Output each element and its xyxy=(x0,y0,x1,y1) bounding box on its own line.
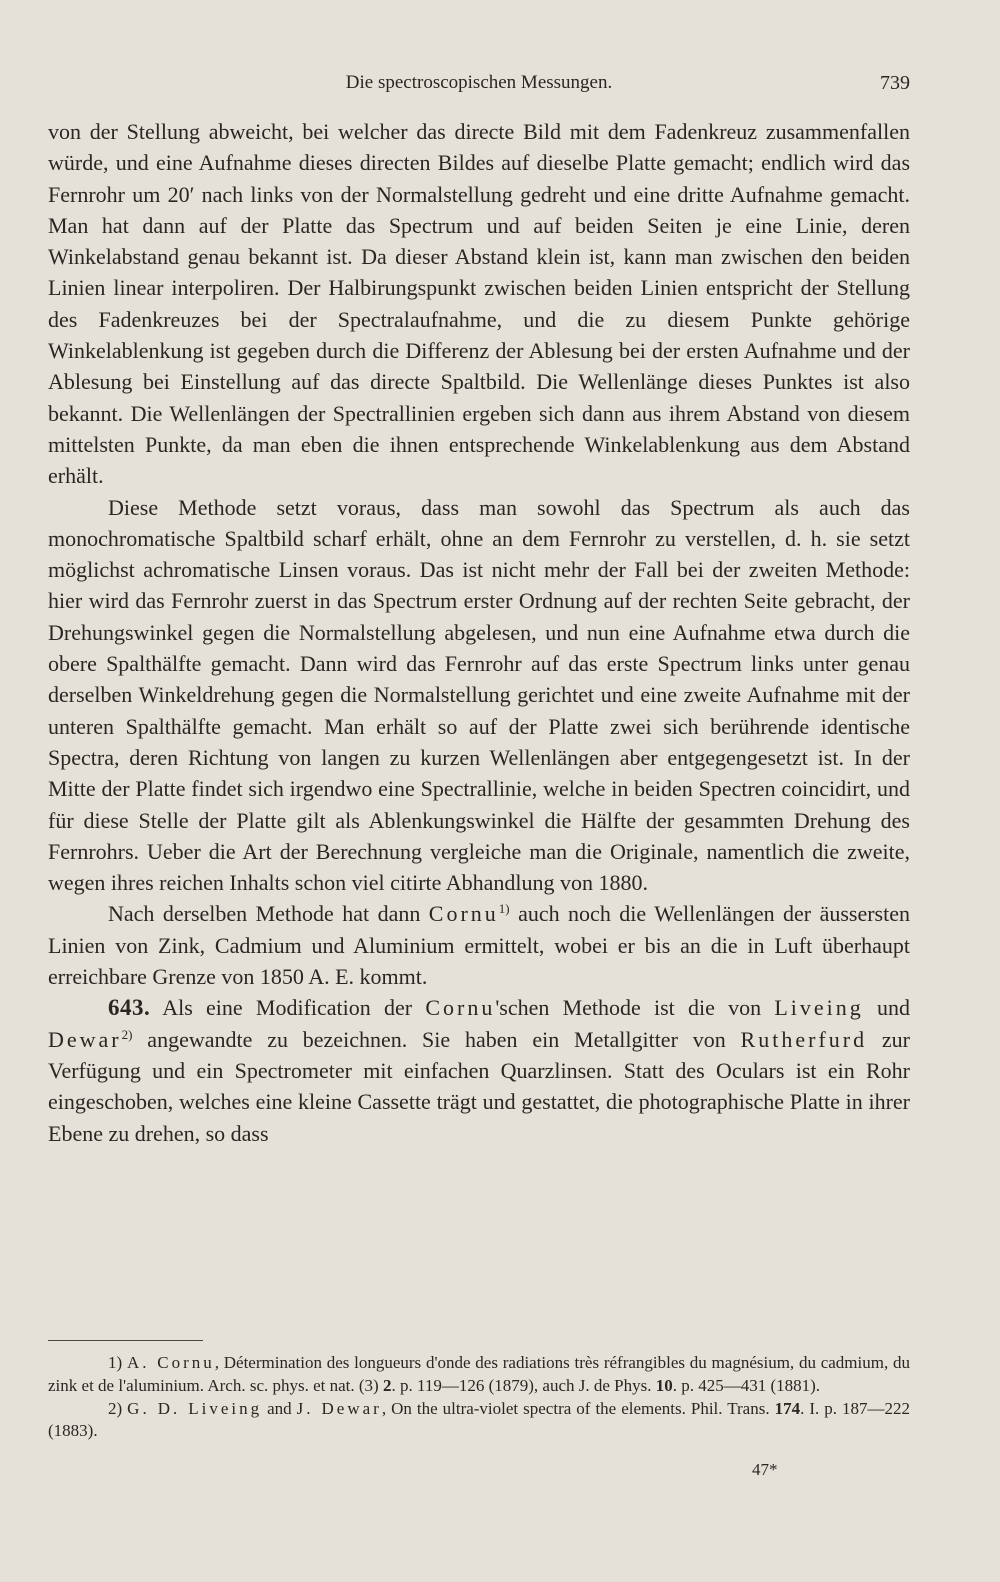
footnote-1-text-2: . p. 119—126 (1879), auch J. de Phys. xyxy=(391,1375,656,1395)
paragraph-3-text-2: auch noch die Wellenlängen der äussersten Linien von Zink, Cadmium und Aluminium ermittelt, wobei er bis an die in Luft überhaupt erreichbare Grenze von 1850 A. E. kommt. xyxy=(48,901,910,990)
footnotes xyxy=(48,1352,910,1443)
footnote-divider xyxy=(48,1340,203,1341)
author-name-cornu-2: Cornu xyxy=(425,995,496,1021)
paragraph-2: Diese Methode setzt voraus, dass man sowohl das Spectrum als auch das monochromatische Spaltbild scharf erhält, ohne an dem Fernrohr zu verstellen, d. h. sie setzt möglichst achromatische Linsen voraus. Das ist nicht mehr der Fall bei der zweiten Methode: hier wird das Fernrohr zuerst in das Spectrum erster Ordnung auf der rechten Seite gebracht, der Drehungswinkel gegen die Normalstellung abgelesen, und nun eine Aufnahme etwa durch die obere Spalthälfte gemacht. Dann wird das Fernrohr auf das erste Spectrum links unter genau derselben Winkeldrehung gegen die Normalstellung gerichtet und eine zweite Aufnahme mit der unteren Spalthälfte gemacht. Man erhält so auf der Platte zwei sich berührende identische Spectra, deren Richtung von langen zu kurzen Wellenlängen aber entgegengesetzt ist. In der Mitte der Platte findet sich irgendwo eine Spectrallinie, welche in beiden Spectren coincidirt, und für diese Stelle der Platte gilt als Ablenkungswinkel die Hälfte der gesammten Drehung des Fernrohrs. Ueber die Art der Berechnung vergleiche man die Originale, namentlich die zweite, wegen ihres reichen Inhalts schon viel citirte Abhandlung von 1880. xyxy=(48,494,910,896)
paragraph-3-text-1: Nach derselben Methode hat dann xyxy=(108,901,429,927)
author-name-cornu: Cornu xyxy=(428,901,499,927)
footnote-1-volume-1: 2 xyxy=(382,1375,392,1395)
footnote-2-text-3: . I. p. 187—222 (1883). xyxy=(48,1398,911,1441)
running-header xyxy=(48,70,910,100)
footnote-2-author-2: J. Dewar xyxy=(296,1398,382,1418)
paragraph-3 xyxy=(48,898,910,992)
footnote-2 xyxy=(48,1398,910,1444)
footnote-2-volume: 174 xyxy=(774,1398,801,1418)
footnote-ref-2[interactable]: 2) xyxy=(121,1026,133,1042)
paragraph-4 xyxy=(48,992,910,1148)
footnote-ref-1[interactable]: 1) xyxy=(498,901,510,917)
signature-mark: 47* xyxy=(752,1460,778,1479)
author-name-liveing: Liveing xyxy=(774,995,864,1021)
main-text xyxy=(48,116,910,1149)
footnote-2-text-1: and xyxy=(262,1398,297,1418)
paragraph-4-text-4: angewandte zu bezeichnen. Sie haben ein Metallgitter von xyxy=(132,1026,741,1052)
author-name-rutherfurd: Rutherfurd xyxy=(740,1026,868,1052)
paragraph-1: von der Stellung abweicht, bei welcher das directe Bild mit dem Fadenkreuz zusammenfallen würde, und eine Aufnahme dieses directen Bildes auf dieselbe Platte gemacht; endlich wird das Fernrohr um 20′ nach links von der Normalstellung gedreht und eine dritte Aufnahme gemacht. Man hat dann auf der Platte das Spectrum und auf beiden Seiten je eine Linie, deren Winkelabstand genau bekannt ist. Da dieser Abstand klein ist, kann man zwischen den beiden Linien linear interpoliren. Der Halbirungspunkt zwischen beiden Linien entspricht der Stellung des Fadenkreuzes bei der Spectralaufnahme, und die zu diesem Punkte gehörige Winkelablenkung ist gegeben durch die Differenz der Ablesung bei der ersten Aufnahme und der Ablesung bei Einstellung auf das directe Spaltbild. Die Wellenlänge dieses Punktes ist also bekannt. Die Wellenlängen der Spectrallinien ergeben sich dann aus ihrem Abstand von diesem mittelsten Punkte, da man eben die ihnen entsprechende Winkelablenkung aus dem Abstand erhält. xyxy=(48,119,910,489)
paragraph-4-text-1: Als eine Modification der xyxy=(150,995,426,1021)
section-number: 643. xyxy=(108,995,151,1021)
footnote-2-text-2: , On the ultra-violet spectra of the elements. Phil. Trans. xyxy=(381,1398,775,1418)
footnote-2-number: 2) xyxy=(108,1398,123,1418)
footnote-1-volume-2: 10 xyxy=(655,1375,673,1395)
footnote-1-text-3: . p. 425—431 (1881). xyxy=(672,1375,821,1395)
paragraph-4-text-3: und xyxy=(863,995,911,1021)
paragraph-4-text-2: 'schen Methode ist die von xyxy=(495,995,775,1021)
footnote-2-author-1: G. D. Liveing xyxy=(127,1398,263,1418)
footnote-1 xyxy=(48,1352,910,1398)
paragraph-4-text-5: zur Verfügung und ein Spectrometer mit einfachen Quarzlinsen. Statt des Oculars ist ein Rohr eingeschoben, welches eine kleine Cassette trägt und gestattet, die photographische Platte in ihrer Ebene zu drehen, so dass xyxy=(48,1026,910,1146)
footnote-1-number: 1) xyxy=(108,1353,123,1372)
footnote-1-author: A. Cornu xyxy=(126,1353,215,1372)
running-title: Die spectroscopischen Messungen. xyxy=(345,72,613,93)
author-name-dewar: Dewar xyxy=(48,1026,122,1052)
page-number: 739 xyxy=(880,72,910,94)
footnote-1-text-1: , Détermination des longueurs d'onde des radiations très réfrangibles du magnésium, du cadmium, du zink et de l'aluminium. Arch. sc. phys. et nat. (3) xyxy=(48,1353,910,1395)
